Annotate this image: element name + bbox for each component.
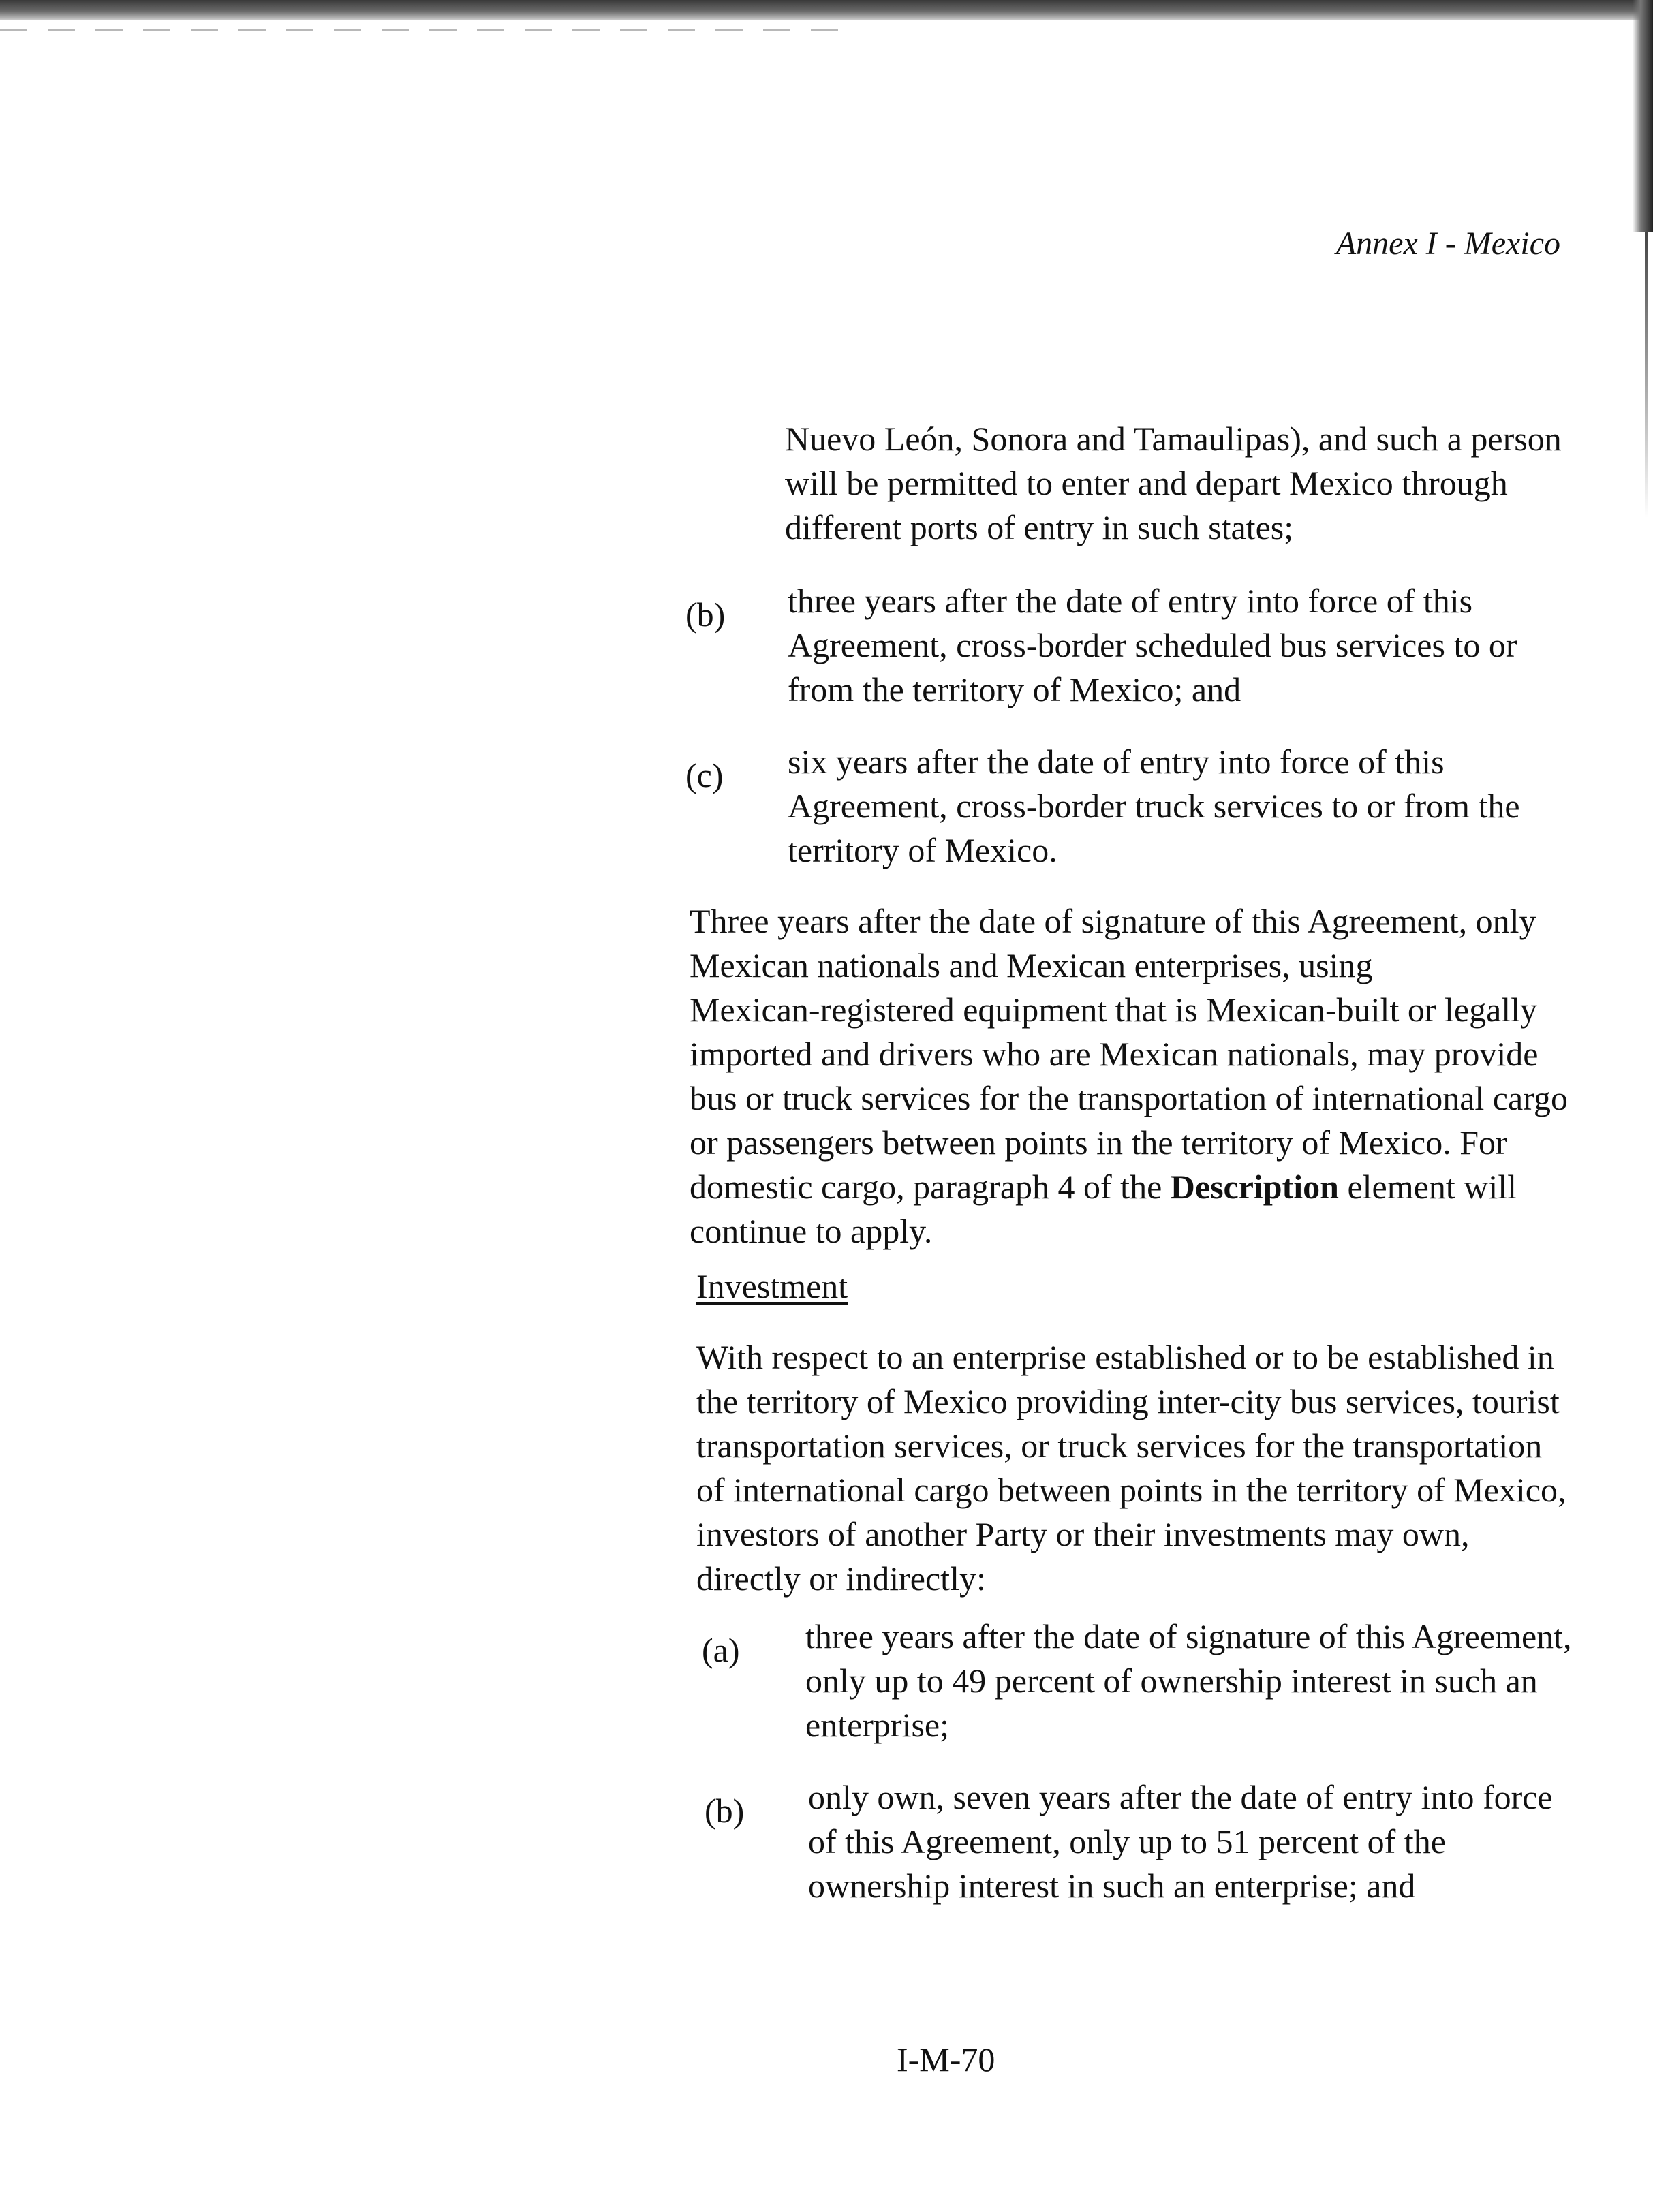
text-line: Mexican nationals and Mexican enterprises, using [690, 946, 1373, 984]
text-line: Nuevo León, Sonora and Tamaulipas), and such a person [785, 420, 1562, 458]
text-line: enterprise; [805, 1706, 950, 1744]
list-item-label-b2: (b) [705, 1792, 745, 1830]
text-line: Three years after the date of signature of this Agreement, only [690, 902, 1536, 940]
transport-paragraph [690, 899, 1568, 1253]
investment-paragraph [696, 1335, 1566, 1601]
list-item-label-a: (a) [702, 1631, 740, 1669]
text-line [690, 1165, 1568, 1209]
scan-right-edge [1633, 0, 1653, 232]
text-line: transportation services, or truck services for the transportation [696, 1427, 1543, 1465]
text-line: only own, seven years after the date of entry into force [808, 1778, 1553, 1816]
text-line: of this Agreement, only up to 51 percent of the [808, 1822, 1446, 1860]
text-line: six years after the date of entry into force of this [788, 743, 1445, 781]
list-item-c-text [788, 740, 1520, 873]
text-line: territory of Mexico. [788, 831, 1057, 869]
text-line: With respect to an enterprise established or to be established in [696, 1338, 1554, 1376]
text-line: or passengers between points in the territory of Mexico. For [690, 1123, 1507, 1162]
scan-top-noise [0, 29, 845, 31]
text-line: of international cargo between points in the territory of Mexico, [696, 1471, 1566, 1509]
scan-top-edge [0, 0, 1653, 20]
text-line: ownership interest in such an enterprise; and [808, 1867, 1416, 1905]
text-line: Agreement, cross-border scheduled bus services to or [788, 626, 1517, 664]
text-line: from the territory of Mexico; and [788, 670, 1241, 708]
text-line: continue to apply. [690, 1212, 933, 1250]
continuation-paragraph [785, 417, 1562, 550]
list-item-label-c: (c) [685, 756, 724, 794]
investment-heading: Investment [696, 1267, 848, 1305]
text-line: imported and drivers who are Mexican nationals, may provide [690, 1035, 1539, 1073]
text-line: investors of another Party or their investments may own, [696, 1515, 1470, 1553]
text-line: will be permitted to enter and depart Mexico through [785, 464, 1508, 502]
annex-title: Annex I - Mexico [1335, 225, 1560, 262]
text-line: directly or indirectly: [696, 1559, 986, 1598]
list-item-a-text [805, 1615, 1572, 1747]
text-line: Mexican-registered equipment that is Mexican-built or legally [690, 991, 1538, 1029]
list-item-label-b: (b) [685, 595, 726, 634]
text-segment: domestic cargo, paragraph 4 of the [690, 1168, 1171, 1206]
text-line: three years after the date of signature of this Agreement, [805, 1617, 1572, 1655]
description-term: Description [1170, 1168, 1339, 1206]
text-line: the territory of Mexico providing inter-city bus services, tourist [696, 1382, 1560, 1420]
list-item-b-text [788, 579, 1517, 712]
list-item-b2-text [808, 1775, 1553, 1908]
text-line: only up to 49 percent of ownership interest in such an [805, 1662, 1538, 1700]
scan-right-shadow [1645, 232, 1648, 518]
page-number: I-M-70 [897, 2040, 995, 2078]
text-line: different ports of entry in such states; [785, 508, 1294, 546]
text-segment: element will [1338, 1168, 1517, 1206]
text-line: three years after the date of entry into force of this [788, 582, 1473, 620]
text-line: bus or truck services for the transportation of international cargo [690, 1079, 1568, 1117]
text-line: Agreement, cross-border truck services to or from the [788, 787, 1520, 825]
